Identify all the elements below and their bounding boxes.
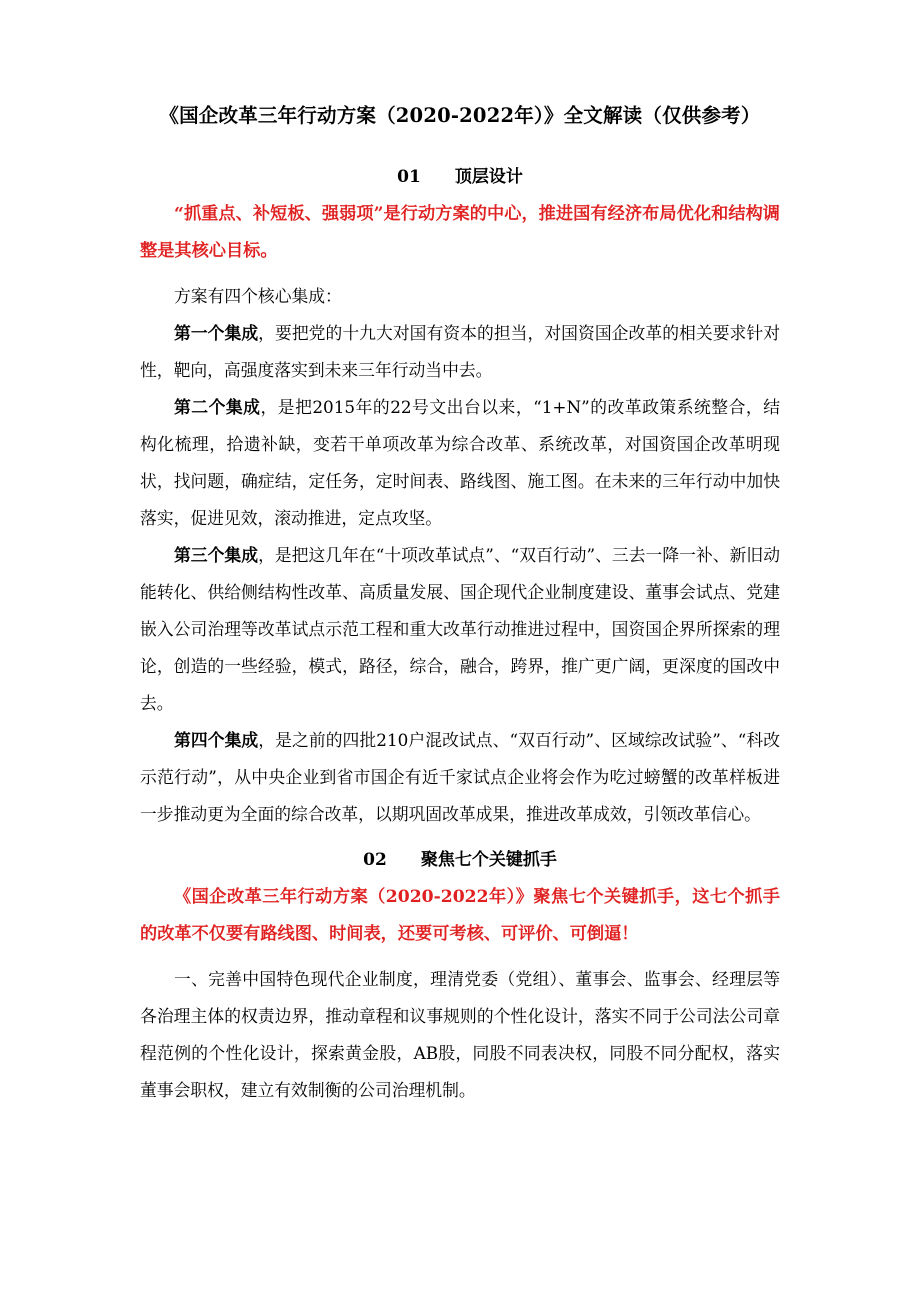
integration-3-label: 第三个集成 [174, 545, 259, 565]
integration-2-paragraph [140, 389, 780, 537]
document-page [140, 100, 780, 1109]
section-1-intro: 方案有四个核心集成： [174, 286, 342, 306]
section-1-lead: “抓重点、补短板、强弱项”是行动方案的中心，推进国有经济布局优化和结构调整是其核心目标。 [140, 204, 780, 261]
section-2-title: 聚焦七个关键抓手 [420, 850, 557, 870]
integration-3-paragraph [140, 537, 780, 722]
section-2-paragraph: 一、完善中国特色现代企业制度，理清党委（党组）、董事会、监事会、经理层等各治理主体的权责边界，推动章程和议事规则的个性化设计，落实不同于公司法公司章程范例的个性化设计，探索黄金股，AB股，同股不同表决权，同股不同分配权，落实董事会职权，建立有效制衡的公司治理机制。 [140, 969, 780, 1100]
section-1-number: 01 [397, 167, 421, 187]
integration-4-label: 第四个集成 [174, 730, 259, 750]
integration-2-label: 第二个集成 [174, 397, 261, 417]
section-2-number: 02 [363, 850, 387, 870]
integration-1-label: 第一个集成 [174, 323, 259, 343]
integration-4-paragraph [140, 722, 780, 833]
section-1-title: 顶层设计 [454, 167, 523, 187]
integration-3-text: ，是把这几年在“十项改革试点”、“双百行动”、三去一降一补、新旧动能转化、供给侧结构性改革、高质量发展、国企现代企业制度建设、董事会试点、党建嵌入公司治理等改革试点示范工程和重大改革行动推进过程中，国资国企界所探索的理论，创造的一些经验，模式，路径，综合，融合，跨界，推广更广阔，更深度的国改中去。 [140, 545, 780, 713]
section-2-lead: 《国企改革三年行动方案（2020-2022年）》聚焦七个关键抓手，这七个抓手的改革不仅要有路线图、时间表，还要可考核、可评价、可倒逼！ [140, 887, 780, 944]
integration-1-paragraph [140, 315, 780, 389]
section-spacer [140, 833, 780, 845]
section-2-heading [140, 845, 780, 875]
integration-1-text: ，要把党的十九大对国有资本的担当，对国资国企改革的相关要求针对性，靶向，高强度落实到未来三年行动当中去。 [140, 323, 780, 380]
section-1-heading [140, 162, 780, 192]
integration-4-text: ，是之前的四批210户混改试点、“双百行动”、区域综改试验”、“科改示范行动”，从中央企业到省市国企有近千家试点企业将会作为吃过螃蟹的改革样板进一步推动更为全面的综合改革，以期巩固改革成果，推进改革成效，引领改革信心。 [140, 730, 780, 824]
document-title: 《国企改革三年行动方案（2020-2022年）》全文解读（仅供参考） [159, 104, 761, 127]
integration-2-text: ，是把2015年的22号文出台以来，“1+N”的改革政策系统整合，结构化梳理，拾遗补缺，变若干单项改革为综合改革、系统改革，对国资国企改革明现状，找问题，确症结，定任务，定时间表、路线图、施工图。在未来的三年行动中加快落实，促进见效，滚动推进，定点攻坚。 [140, 397, 780, 528]
